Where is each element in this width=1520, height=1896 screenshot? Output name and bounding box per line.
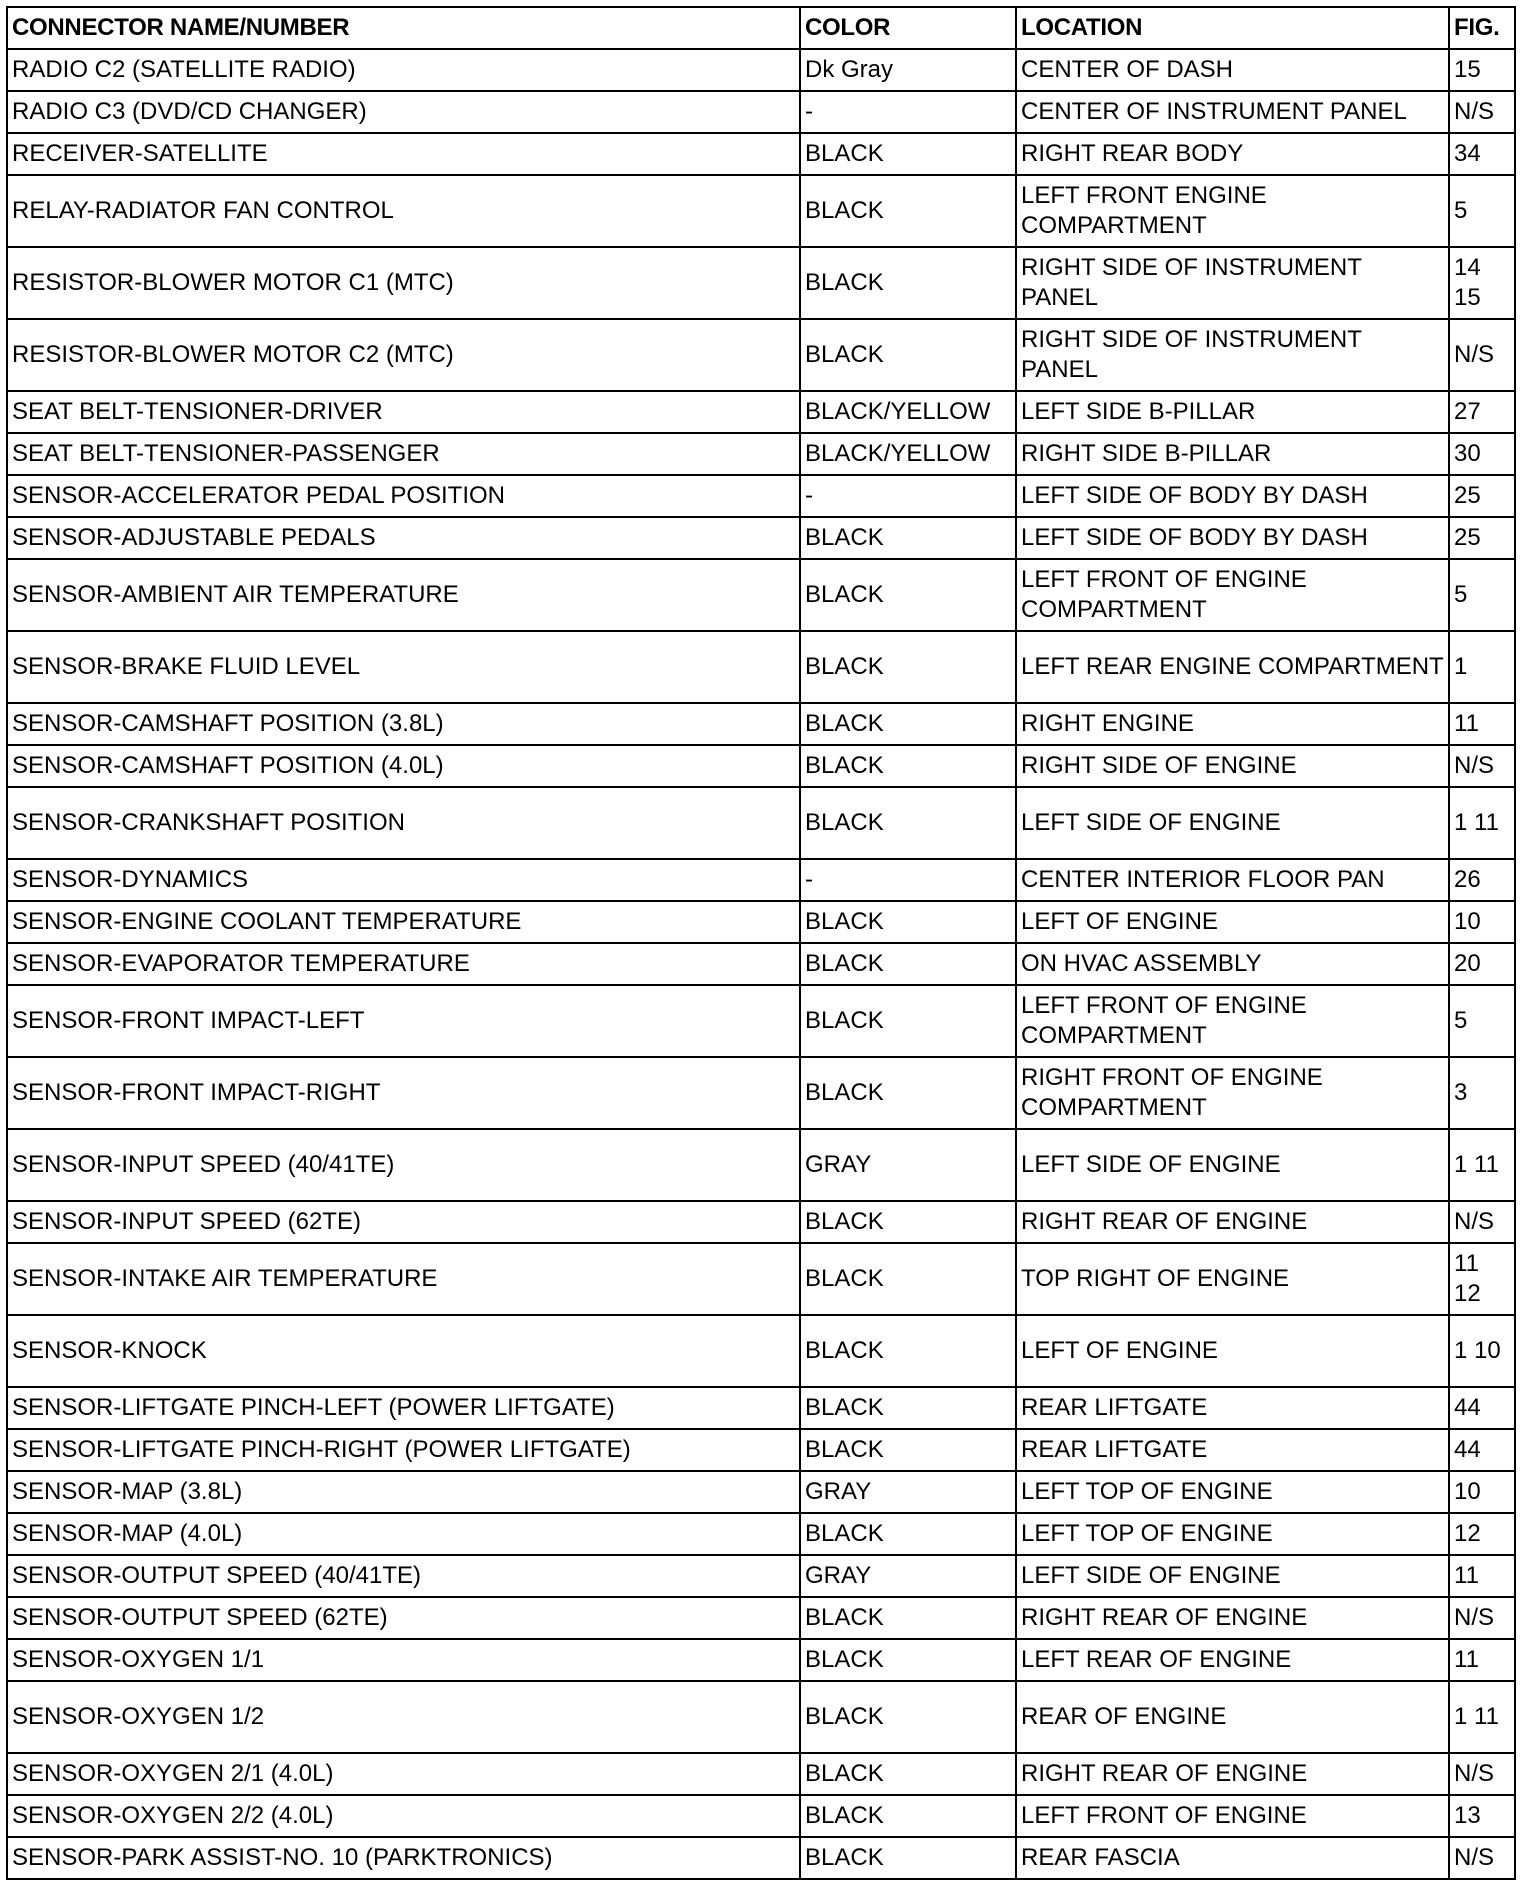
color-cell: BLACK	[800, 943, 1016, 985]
location-cell: ON HVAC ASSEMBLY	[1016, 943, 1449, 985]
connector-name-cell: RESISTOR-BLOWER MOTOR C1 (MTC)	[7, 247, 800, 319]
table-row	[7, 559, 1515, 631]
fig-cell: 5	[1449, 985, 1515, 1057]
connector-name-cell: SENSOR-BRAKE FLUID LEVEL	[7, 631, 800, 703]
fig-cell: 3	[1449, 1057, 1515, 1129]
fig-cell: 20	[1449, 943, 1515, 985]
connector-name-cell: RELAY-RADIATOR FAN CONTROL	[7, 175, 800, 247]
fig-cell: 27	[1449, 391, 1515, 433]
color-cell: BLACK/YELLOW	[800, 433, 1016, 475]
table-row	[7, 1639, 1515, 1681]
table-row	[7, 1315, 1515, 1387]
location-cell: LEFT TOP OF ENGINE	[1016, 1471, 1449, 1513]
location-cell: LEFT FRONT ENGINE COMPARTMENT	[1016, 175, 1449, 247]
location-cell: LEFT SIDE OF ENGINE	[1016, 1129, 1449, 1201]
connector-name-cell: SENSOR-LIFTGATE PINCH-LEFT (POWER LIFTGATE)	[7, 1387, 800, 1429]
color-cell: Dk Gray	[800, 49, 1016, 91]
connector-name-cell: SENSOR-OXYGEN 2/1 (4.0L)	[7, 1753, 800, 1795]
table-row	[7, 1129, 1515, 1201]
connector-name-cell: SENSOR-ENGINE COOLANT TEMPERATURE	[7, 901, 800, 943]
location-cell: LEFT OF ENGINE	[1016, 1315, 1449, 1387]
location-cell: LEFT OF ENGINE	[1016, 901, 1449, 943]
connector-name-cell: RECEIVER-SATELLITE	[7, 133, 800, 175]
fig-cell: N/S	[1449, 91, 1515, 133]
fig-cell: 25	[1449, 517, 1515, 559]
color-cell: -	[800, 859, 1016, 901]
connector-name-cell: SENSOR-ACCELERATOR PEDAL POSITION	[7, 475, 800, 517]
table-row	[7, 49, 1515, 91]
table-row	[7, 943, 1515, 985]
color-cell: GRAY	[800, 1129, 1016, 1201]
location-cell: LEFT SIDE OF ENGINE	[1016, 787, 1449, 859]
fig-cell: N/S	[1449, 1597, 1515, 1639]
color-cell: BLACK	[800, 1315, 1016, 1387]
location-cell: CENTER INTERIOR FLOOR PAN	[1016, 859, 1449, 901]
color-cell: BLACK	[800, 787, 1016, 859]
location-cell: RIGHT ENGINE	[1016, 703, 1449, 745]
header-row	[7, 7, 1515, 49]
location-cell: REAR LIFTGATE	[1016, 1429, 1449, 1471]
table-row	[7, 517, 1515, 559]
table-row	[7, 985, 1515, 1057]
connector-name-cell: SENSOR-CAMSHAFT POSITION (4.0L)	[7, 745, 800, 787]
fig-cell: 15	[1449, 49, 1515, 91]
location-cell: RIGHT FRONT OF ENGINE COMPARTMENT	[1016, 1057, 1449, 1129]
fig-cell: 1 11	[1449, 1129, 1515, 1201]
connector-name-cell: SENSOR-ADJUSTABLE PEDALS	[7, 517, 800, 559]
connector-name-cell: SENSOR-MAP (4.0L)	[7, 1513, 800, 1555]
connector-name-cell: SENSOR-CAMSHAFT POSITION (3.8L)	[7, 703, 800, 745]
connector-name-cell: SENSOR-INPUT SPEED (40/41TE)	[7, 1129, 800, 1201]
connector-name-cell: SENSOR-KNOCK	[7, 1315, 800, 1387]
table-row	[7, 433, 1515, 475]
color-cell: BLACK	[800, 517, 1016, 559]
fig-cell: 1 11	[1449, 1681, 1515, 1753]
fig-cell: 11 12	[1449, 1243, 1515, 1315]
table-header	[7, 7, 1515, 49]
location-cell: RIGHT SIDE OF INSTRUMENT PANEL	[1016, 247, 1449, 319]
table-row	[7, 901, 1515, 943]
fig-cell: N/S	[1449, 1753, 1515, 1795]
color-cell: BLACK	[800, 247, 1016, 319]
color-cell: GRAY	[800, 1471, 1016, 1513]
connector-name-cell: RADIO C2 (SATELLITE RADIO)	[7, 49, 800, 91]
table-row	[7, 1795, 1515, 1837]
location-cell: LEFT FRONT OF ENGINE COMPARTMENT	[1016, 985, 1449, 1057]
color-cell: -	[800, 475, 1016, 517]
table-row	[7, 475, 1515, 517]
location-cell: RIGHT REAR BODY	[1016, 133, 1449, 175]
color-cell: BLACK	[800, 1681, 1016, 1753]
fig-cell: 11	[1449, 1639, 1515, 1681]
fig-cell: 10	[1449, 1471, 1515, 1513]
location-cell: CENTER OF DASH	[1016, 49, 1449, 91]
table-row	[7, 133, 1515, 175]
table-row	[7, 1837, 1515, 1879]
color-cell: BLACK	[800, 631, 1016, 703]
connector-name-cell: SENSOR-OXYGEN 2/2 (4.0L)	[7, 1795, 800, 1837]
color-cell: BLACK	[800, 985, 1016, 1057]
fig-cell: 25	[1449, 475, 1515, 517]
fig-cell: 12	[1449, 1513, 1515, 1555]
color-cell: BLACK	[800, 1429, 1016, 1471]
color-cell: BLACK	[800, 1513, 1016, 1555]
fig-cell: N/S	[1449, 1837, 1515, 1879]
connector-name-cell: SENSOR-OUTPUT SPEED (62TE)	[7, 1597, 800, 1639]
color-cell: BLACK	[800, 703, 1016, 745]
header-fig: FIG.	[1449, 7, 1515, 49]
fig-cell: 34	[1449, 133, 1515, 175]
connector-name-cell: SENSOR-MAP (3.8L)	[7, 1471, 800, 1513]
fig-cell: 14 15	[1449, 247, 1515, 319]
table-row	[7, 631, 1515, 703]
fig-cell: 5	[1449, 175, 1515, 247]
table-row	[7, 1597, 1515, 1639]
color-cell: BLACK	[800, 1243, 1016, 1315]
color-cell: -	[800, 91, 1016, 133]
connector-table-sheet	[6, 6, 1514, 1890]
table-row	[7, 1681, 1515, 1753]
connector-name-cell: SENSOR-AMBIENT AIR TEMPERATURE	[7, 559, 800, 631]
table-row	[7, 1243, 1515, 1315]
table-row	[7, 703, 1515, 745]
connector-name-cell: SENSOR-FRONT IMPACT-LEFT	[7, 985, 800, 1057]
location-cell: LEFT SIDE OF BODY BY DASH	[1016, 475, 1449, 517]
fig-cell: 1	[1449, 631, 1515, 703]
location-cell: LEFT REAR OF ENGINE	[1016, 1639, 1449, 1681]
table-row	[7, 91, 1515, 133]
color-cell: BLACK	[800, 1639, 1016, 1681]
header-connector-name: CONNECTOR NAME/NUMBER	[7, 7, 800, 49]
connector-name-cell: SENSOR-PARK ASSIST-NO. 10 (PARKTRONICS)	[7, 1837, 800, 1879]
fig-cell: N/S	[1449, 1201, 1515, 1243]
color-cell: BLACK	[800, 1201, 1016, 1243]
table-row	[7, 1753, 1515, 1795]
fig-cell: N/S	[1449, 319, 1515, 391]
table-row	[7, 787, 1515, 859]
connector-name-cell: SENSOR-INTAKE AIR TEMPERATURE	[7, 1243, 800, 1315]
connector-name-cell: SENSOR-OUTPUT SPEED (40/41TE)	[7, 1555, 800, 1597]
color-cell: BLACK	[800, 1837, 1016, 1879]
connector-name-cell: SENSOR-OXYGEN 1/1	[7, 1639, 800, 1681]
fig-cell: 10	[1449, 901, 1515, 943]
location-cell: LEFT SIDE B-PILLAR	[1016, 391, 1449, 433]
connector-location-table	[6, 6, 1516, 1880]
location-cell: LEFT TOP OF ENGINE	[1016, 1513, 1449, 1555]
location-cell: REAR FASCIA	[1016, 1837, 1449, 1879]
color-cell: BLACK	[800, 901, 1016, 943]
table-row	[7, 1555, 1515, 1597]
header-location: LOCATION	[1016, 7, 1449, 49]
color-cell: BLACK	[800, 1753, 1016, 1795]
connector-name-cell: SENSOR-DYNAMICS	[7, 859, 800, 901]
table-row	[7, 1201, 1515, 1243]
location-cell: LEFT FRONT OF ENGINE	[1016, 1795, 1449, 1837]
table-row	[7, 319, 1515, 391]
color-cell: BLACK	[800, 559, 1016, 631]
fig-cell: 11	[1449, 703, 1515, 745]
fig-cell: 30	[1449, 433, 1515, 475]
location-cell: REAR LIFTGATE	[1016, 1387, 1449, 1429]
location-cell: RIGHT SIDE OF ENGINE	[1016, 745, 1449, 787]
color-cell: BLACK	[800, 1795, 1016, 1837]
fig-cell: 44	[1449, 1429, 1515, 1471]
table-row	[7, 247, 1515, 319]
fig-cell: 26	[1449, 859, 1515, 901]
location-cell: LEFT SIDE OF BODY BY DASH	[1016, 517, 1449, 559]
connector-name-cell: SENSOR-LIFTGATE PINCH-RIGHT (POWER LIFTGATE)	[7, 1429, 800, 1471]
connector-name-cell: SENSOR-CRANKSHAFT POSITION	[7, 787, 800, 859]
color-cell: BLACK	[800, 319, 1016, 391]
location-cell: RIGHT REAR OF ENGINE	[1016, 1753, 1449, 1795]
table-row	[7, 859, 1515, 901]
location-cell: RIGHT REAR OF ENGINE	[1016, 1597, 1449, 1639]
header-color: COLOR	[800, 7, 1016, 49]
table-row	[7, 1471, 1515, 1513]
location-cell: LEFT REAR ENGINE COMPARTMENT	[1016, 631, 1449, 703]
location-cell: RIGHT REAR OF ENGINE	[1016, 1201, 1449, 1243]
connector-name-cell: SEAT BELT-TENSIONER-DRIVER	[7, 391, 800, 433]
color-cell: BLACK	[800, 133, 1016, 175]
color-cell: BLACK	[800, 1597, 1016, 1639]
table-row	[7, 391, 1515, 433]
table-row	[7, 745, 1515, 787]
location-cell: CENTER OF INSTRUMENT PANEL	[1016, 91, 1449, 133]
table-row	[7, 1513, 1515, 1555]
fig-cell: 1 10	[1449, 1315, 1515, 1387]
table-row	[7, 1429, 1515, 1471]
location-cell: RIGHT SIDE B-PILLAR	[1016, 433, 1449, 475]
color-cell: BLACK	[800, 745, 1016, 787]
color-cell: BLACK	[800, 175, 1016, 247]
location-cell: TOP RIGHT OF ENGINE	[1016, 1243, 1449, 1315]
connector-name-cell: RADIO C3 (DVD/CD CHANGER)	[7, 91, 800, 133]
connector-name-cell: SENSOR-FRONT IMPACT-RIGHT	[7, 1057, 800, 1129]
color-cell: BLACK	[800, 1057, 1016, 1129]
connector-name-cell: SENSOR-EVAPORATOR TEMPERATURE	[7, 943, 800, 985]
location-cell: REAR OF ENGINE	[1016, 1681, 1449, 1753]
location-cell: LEFT FRONT OF ENGINE COMPARTMENT	[1016, 559, 1449, 631]
table-row	[7, 175, 1515, 247]
fig-cell: N/S	[1449, 745, 1515, 787]
color-cell: BLACK	[800, 1387, 1016, 1429]
fig-cell: 11	[1449, 1555, 1515, 1597]
fig-cell: 13	[1449, 1795, 1515, 1837]
table-row	[7, 1387, 1515, 1429]
color-cell: GRAY	[800, 1555, 1016, 1597]
connector-name-cell: SEAT BELT-TENSIONER-PASSENGER	[7, 433, 800, 475]
location-cell: LEFT SIDE OF ENGINE	[1016, 1555, 1449, 1597]
table-row	[7, 1057, 1515, 1129]
color-cell: BLACK/YELLOW	[800, 391, 1016, 433]
connector-name-cell: RESISTOR-BLOWER MOTOR C2 (MTC)	[7, 319, 800, 391]
connector-name-cell: SENSOR-INPUT SPEED (62TE)	[7, 1201, 800, 1243]
fig-cell: 1 11	[1449, 787, 1515, 859]
table-body	[7, 49, 1515, 1879]
location-cell: RIGHT SIDE OF INSTRUMENT PANEL	[1016, 319, 1449, 391]
fig-cell: 5	[1449, 559, 1515, 631]
connector-name-cell: SENSOR-OXYGEN 1/2	[7, 1681, 800, 1753]
fig-cell: 44	[1449, 1387, 1515, 1429]
